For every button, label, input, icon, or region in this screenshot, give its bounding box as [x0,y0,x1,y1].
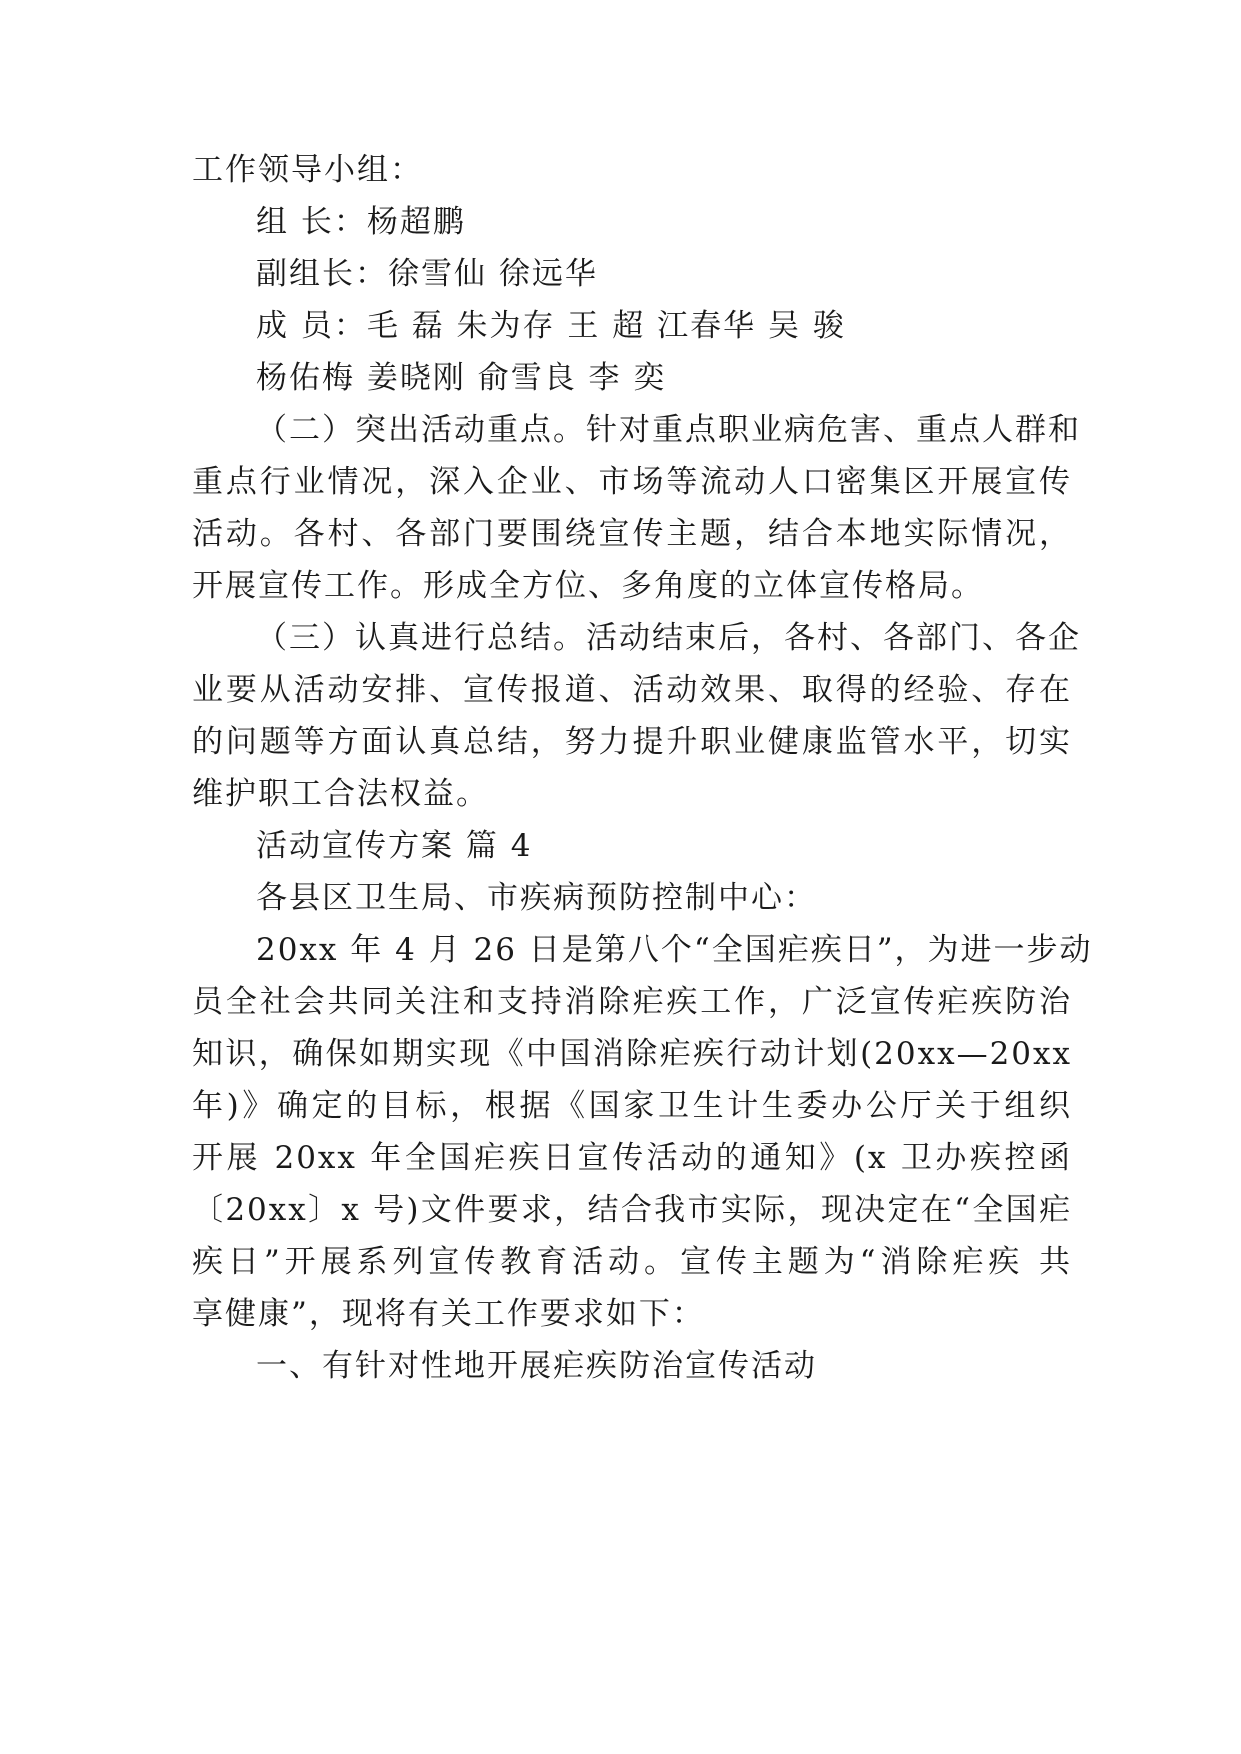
text-line: 维护职工合法权益。 [192,776,489,812]
text-line: 〔20xx〕x 号)文件要求，结合我市实际，现决定在“全国疟 [192,1192,1072,1228]
text-line: 活动。各村、各部门要围绕宣传主题，结合本地实际情况， [192,516,1072,552]
text-line: 年)》确定的目标，根据《国家卫生计生委办公厅关于组织 [192,1088,1072,1124]
text-line: 的问题等方面认真总结，努力提升职业健康监管水平，切实 [192,724,1072,760]
text-line: 各县区卫生局、市疾病预防控制中心： [256,880,817,916]
text-line: 重点行业情况，深入企业、市场等流动人口密集区开展宣传 [192,464,1072,500]
text-line: 组 长：杨超鹏 [256,204,466,240]
text-line: （三）认真进行总结。活动结束后，各村、各部门、各企 [256,620,1081,656]
text-line: 知识，确保如期实现《中国消除疟疾行动计划(20xx—20xx [192,1036,1072,1072]
text-line: 享健康”，现将有关工作要求如下： [192,1296,705,1332]
text-line: 副组长：徐雪仙 徐远华 [256,256,598,292]
text-line: 20xx 年 4 月 26 日是第八个“全国疟疾日”，为进一步动 [256,932,1093,968]
text-line: （二）突出活动重点。针对重点职业病危害、重点人群和 [256,412,1081,448]
section-heading: 活动宣传方案 篇 4 [256,828,533,864]
text-line: 开展宣传工作。形成全方位、多角度的立体宣传格局。 [192,568,984,604]
text-line: 工作领导小组： [192,152,423,188]
text-line: 杨佑梅 姜晓刚 俞雪良 李 奕 [256,360,667,396]
text-line: 疾日”开展系列宣传教育活动。宣传主题为“消除疟疾 共 [192,1244,1072,1280]
section-heading: 一、有针对性地开展疟疾防治宣传活动 [256,1348,817,1384]
text-line: 业要从活动安排、宣传报道、活动效果、取得的经验、存在 [192,672,1072,708]
text-line: 开展 20xx 年全国疟疾日宣传活动的通知》(x 卫办疾控函 [192,1140,1072,1176]
text-line: 成 员：毛 磊 朱为存 王 超 江春华 吴 骏 [256,308,846,344]
text-line: 员全社会共同关注和支持消除疟疾工作，广泛宣传疟疾防治 [192,984,1072,1020]
